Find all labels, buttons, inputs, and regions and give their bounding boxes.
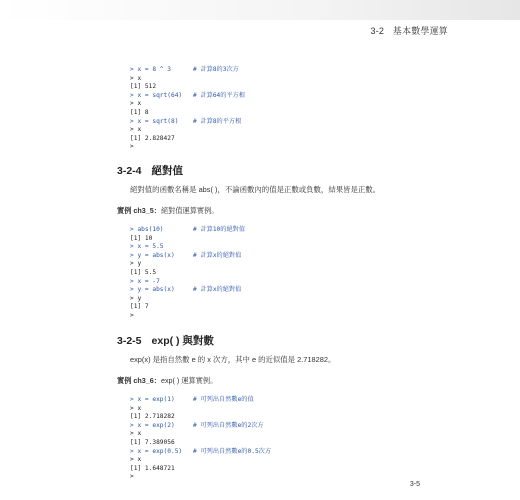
code-output: [1] 8 bbox=[130, 108, 149, 116]
code-command: > x = 5.5 bbox=[130, 243, 164, 251]
code-command: > x = exp(2) bbox=[130, 421, 175, 429]
code-command: > y = abs(x) bbox=[130, 286, 175, 294]
code-command: > x = -7 bbox=[130, 277, 160, 285]
code-output: [1] 1.648721 bbox=[130, 464, 175, 472]
code-output: [1] 2.718282 bbox=[130, 413, 175, 421]
code-command: > x = exp(0.5) bbox=[130, 447, 183, 455]
code-line bbox=[130, 312, 175, 321]
example-label: 實例 ch3_5： bbox=[117, 206, 161, 215]
header-section-title: 基本數學運算 bbox=[392, 26, 448, 36]
code-line bbox=[130, 396, 254, 405]
code-comment: # 可列出自然數e的0.5次方 bbox=[193, 447, 272, 455]
code-line bbox=[130, 465, 182, 474]
code-line bbox=[130, 100, 182, 109]
code-line bbox=[130, 413, 182, 422]
code-output: [1] 5.5 bbox=[130, 268, 157, 276]
code-line bbox=[130, 66, 239, 75]
code-output: > x bbox=[130, 74, 142, 82]
code-line bbox=[130, 303, 175, 312]
code-command: > y = abs(x) bbox=[130, 251, 175, 259]
code-comment: # 可列出自然數e的2次方 bbox=[193, 421, 264, 429]
code-output: [1] 7.389056 bbox=[130, 438, 175, 446]
code-line bbox=[130, 109, 182, 118]
section-heading-abs bbox=[117, 163, 183, 178]
code-output: > x bbox=[130, 430, 142, 438]
code-line bbox=[130, 251, 242, 261]
section-number: 3-2-4 bbox=[117, 165, 142, 177]
code-line bbox=[130, 421, 264, 431]
code-command: > x = sqrt(64) bbox=[130, 91, 183, 99]
section-title: exp( ) 與對數 bbox=[151, 335, 214, 347]
code-line bbox=[130, 75, 182, 84]
example-desc: exp( ) 運算實例。 bbox=[160, 376, 218, 385]
code-comment: # 計算x的絕對值 bbox=[193, 286, 242, 294]
code-command: > x = exp(1) bbox=[130, 396, 175, 403]
code-line bbox=[130, 143, 182, 152]
code-command: > x = sqrt(8) bbox=[130, 117, 179, 125]
code-output: [1] 10 bbox=[130, 234, 153, 242]
code-line bbox=[130, 83, 182, 92]
code-line bbox=[130, 447, 272, 457]
code-output: [1] 512 bbox=[130, 83, 157, 91]
code-line bbox=[130, 286, 242, 295]
code-line bbox=[130, 135, 182, 144]
example-caption-ch3-5 bbox=[117, 206, 218, 216]
code-line bbox=[130, 456, 182, 465]
code-line bbox=[130, 278, 175, 287]
paragraph-abs: 絕對值的函數名稱是 abs( )，不論函數內的值是正數或負數，結果皆是正數。 bbox=[130, 185, 381, 194]
code-output: [1] 7 bbox=[130, 303, 149, 311]
code-line bbox=[130, 295, 175, 304]
code-block-exp bbox=[130, 396, 272, 482]
code-output: > bbox=[130, 311, 134, 319]
code-output: > x bbox=[130, 404, 142, 412]
code-output: > x bbox=[130, 456, 142, 464]
code-block-sqrt bbox=[130, 66, 246, 152]
example-caption-ch3-6 bbox=[117, 376, 217, 386]
code-command: > abs(10) bbox=[130, 226, 164, 233]
code-line bbox=[130, 269, 175, 278]
code-command: > x = 8 ^ 3 bbox=[130, 66, 171, 73]
code-comment: # 計算8的平方根 bbox=[193, 117, 242, 125]
header-bar bbox=[0, 0, 520, 20]
code-line bbox=[130, 430, 182, 439]
code-line bbox=[130, 117, 242, 127]
code-output: > bbox=[130, 143, 134, 151]
code-output: > y bbox=[130, 294, 142, 302]
code-comment: # 計算8的3次方 bbox=[193, 66, 239, 73]
code-output: > y bbox=[130, 260, 142, 268]
running-header bbox=[370, 24, 448, 37]
code-output: > bbox=[130, 473, 134, 481]
code-line bbox=[130, 91, 246, 101]
section-title: 絕對值 bbox=[151, 165, 184, 177]
code-comment: # 計算10的絕對值 bbox=[193, 226, 246, 233]
code-output: > x bbox=[130, 126, 142, 134]
paragraph-exp: exp(x) 是指自然數 e 的 x 次方，其中 e 的近似值是 2.718282。 bbox=[130, 355, 336, 364]
code-line bbox=[130, 226, 246, 235]
section-number: 3-2-5 bbox=[117, 335, 142, 347]
header-section-number: 3-2 bbox=[370, 26, 385, 36]
code-comment: # 計算x的絕對值 bbox=[193, 251, 242, 259]
code-line bbox=[130, 243, 175, 252]
code-line bbox=[130, 439, 182, 448]
code-line bbox=[130, 126, 182, 135]
code-line bbox=[130, 405, 182, 414]
code-block-abs bbox=[130, 226, 246, 321]
code-line bbox=[130, 235, 175, 244]
code-line bbox=[130, 260, 175, 269]
code-comment: # 計算64的平方根 bbox=[193, 91, 246, 99]
code-output: > x bbox=[130, 100, 142, 108]
section-heading-exp bbox=[117, 333, 214, 348]
page-number: 3-5 bbox=[409, 481, 420, 488]
example-label: 實例 ch3_6： bbox=[117, 376, 161, 385]
code-line bbox=[130, 473, 182, 482]
code-output: [1] 2.828427 bbox=[130, 134, 175, 142]
example-desc: 絕對值運算實例。 bbox=[160, 206, 219, 215]
code-comment: # 可列出自然數e的值 bbox=[193, 396, 254, 403]
